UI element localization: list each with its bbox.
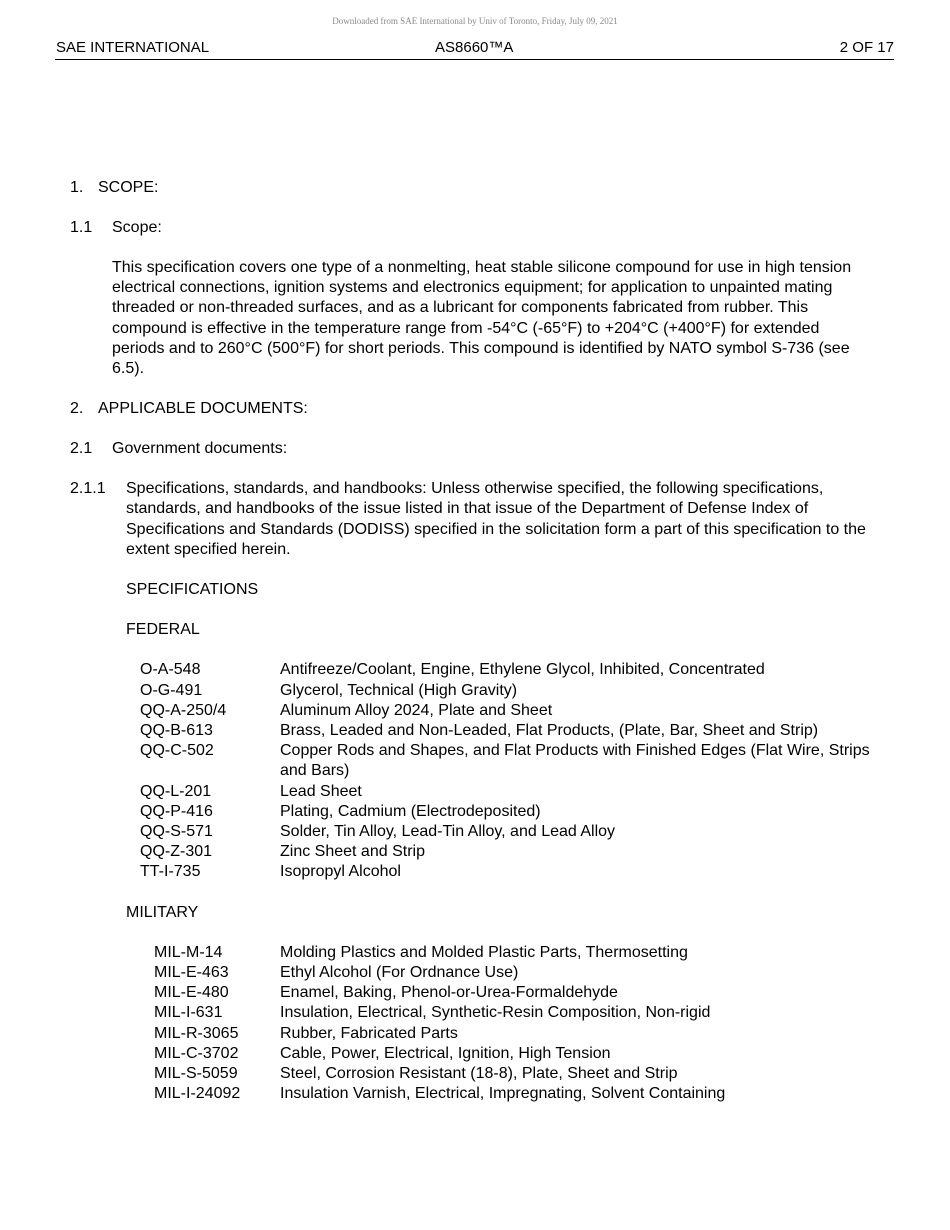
spec-code: QQ-S-571 xyxy=(140,823,213,841)
spec-list-row xyxy=(70,782,870,802)
spec-code: QQ-B-613 xyxy=(140,722,213,740)
spec-code: MIL-R-3065 xyxy=(154,1024,239,1042)
spec-description: Enamel, Baking, Phenol-or-Urea-Formaldehyde xyxy=(280,984,618,1002)
section-title: Scope: xyxy=(112,219,162,236)
spec-list-row xyxy=(70,1064,870,1084)
spec-code: QQ-A-250/4 xyxy=(140,701,227,719)
section-title: SCOPE: xyxy=(98,179,159,196)
spec-list-row xyxy=(70,1003,870,1023)
download-watermark: Downloaded from SAE International by Univ of Toronto, Friday, July 09, 2021 xyxy=(332,16,618,26)
scope-paragraph: This specification covers one type of a nonmelting, heat stable silicone compound for use in high tension electrical connections, ignition systems and electronics equipment; for application to unpainted mating threaded or non-threaded surfaces, and as a lubricant for components fabricated from rubber. This compound is effective in the temperature range from -54°C (-65°F) to +204°C (+400°F) for extended periods and to 260°C (500°F) for short periods. This compound is identified by NATO symbol S-736 (see 6.5). xyxy=(112,259,852,378)
spec-list-row xyxy=(70,943,870,963)
section-1-heading xyxy=(70,178,870,198)
spec-code: MIL-E-480 xyxy=(154,984,229,1002)
spec-list-row xyxy=(70,741,870,781)
section-title: APPLICABLE DOCUMENTS: xyxy=(98,400,308,418)
spec-description: Steel, Corrosion Resistant (18-8), Plate, Sheet and Strip xyxy=(280,1065,678,1083)
specifications-label: SPECIFICATIONS xyxy=(126,581,259,599)
spec-description: Glycerol, Technical (High Gravity) xyxy=(280,681,518,699)
spec-description: Brass, Leaded and Non-Leaded, Flat Products, (Plate, Bar, Sheet and Strip) xyxy=(280,722,819,740)
spec-description: Aluminum Alloy 2024, Plate and Sheet xyxy=(280,701,553,719)
spec-list-row xyxy=(70,660,870,680)
spec-description: Isopropyl Alcohol xyxy=(280,863,401,881)
spec-list-row xyxy=(70,862,870,882)
document-body xyxy=(70,178,870,1105)
spec-code: MIL-M-14 xyxy=(154,943,223,961)
spec-description: Lead Sheet xyxy=(280,782,362,800)
spec-description: Plating, Cadmium (Electrodeposited) xyxy=(280,802,541,820)
document-number: AS8660™A xyxy=(435,39,514,56)
spec-code: MIL-I-24092 xyxy=(154,1085,241,1103)
military-label: MILITARY xyxy=(126,903,199,921)
spec-code: MIL-C-3702 xyxy=(154,1044,239,1062)
spec-description: Ethyl Alcohol (For Ordnance Use) xyxy=(280,964,519,982)
spec-description: Molding Plastics and Molded Plastic Parts, Thermosetting xyxy=(280,943,688,961)
spec-code: TT-I-735 xyxy=(140,863,201,881)
federal-label: FEDERAL xyxy=(126,621,200,639)
spec-description: Insulation Varnish, Electrical, Impregnating, Solvent Containing xyxy=(280,1085,726,1103)
spec-list-row xyxy=(70,822,870,842)
section-2-1-1 xyxy=(70,479,870,560)
military-spec-list xyxy=(70,943,870,1105)
spec-list-row xyxy=(70,701,870,721)
spec-code: QQ-P-416 xyxy=(140,802,213,820)
spec-list-row xyxy=(70,963,870,983)
section-number: 2.1.1 xyxy=(70,480,106,498)
spec-list-row xyxy=(70,802,870,822)
spec-code: O-G-491 xyxy=(140,681,203,699)
section-1-1-heading xyxy=(70,218,870,238)
section-2-1-1-paragraph: Specifications, standards, and handbooks: Unless otherwise specified, the following specifications, standards, and handbooks of the issue listed in that issue of the Department of Defense Index of Specifications and Standards (DODISS) specified in the solicitation form a part of this specification to the extent specified herein. xyxy=(126,480,866,558)
spec-list-row xyxy=(70,1084,870,1104)
spec-list-row xyxy=(70,681,870,701)
spec-code: O-A-548 xyxy=(140,661,201,679)
section-number: 1. xyxy=(70,179,84,196)
spec-description: Cable, Power, Electrical, Ignition, High Tension xyxy=(280,1044,611,1062)
spec-code: QQ-Z-301 xyxy=(140,843,213,861)
spec-code: MIL-E-463 xyxy=(154,964,229,982)
spec-list-row xyxy=(70,721,870,741)
federal-spec-list xyxy=(70,660,870,882)
spec-code: QQ-C-502 xyxy=(140,742,214,760)
spec-description: Antifreeze/Coolant, Engine, Ethylene Glycol, Inhibited, Concentrated xyxy=(280,661,765,679)
spec-code: QQ-L-201 xyxy=(140,782,212,800)
spec-description: Rubber, Fabricated Parts xyxy=(280,1024,458,1042)
section-2-heading xyxy=(70,399,870,419)
section-number: 2.1 xyxy=(70,440,93,458)
spec-list-row xyxy=(70,1044,870,1064)
section-title: Government documents: xyxy=(112,440,288,458)
spec-list-row xyxy=(70,983,870,1003)
spec-list-row xyxy=(70,1024,870,1044)
spec-list-row xyxy=(70,842,870,862)
spec-description: Insulation, Electrical, Synthetic-Resin Composition, Non-rigid xyxy=(280,1004,711,1022)
spec-description: Solder, Tin Alloy, Lead-Tin Alloy, and Lead Alloy xyxy=(280,823,616,841)
section-number: 2. xyxy=(70,400,84,418)
spec-code: MIL-I-631 xyxy=(154,1004,223,1022)
spec-description: Copper Rods and Shapes, and Flat Products with Finished Edges (Flat Wire, Strips and Bars) xyxy=(280,742,870,780)
spec-description: Zinc Sheet and Strip xyxy=(280,843,425,861)
page-header xyxy=(55,38,894,60)
page-number: 2 OF 17 xyxy=(839,39,894,56)
section-2-1-heading xyxy=(70,439,870,459)
spec-code: MIL-S-5059 xyxy=(154,1065,238,1083)
publisher-name: SAE INTERNATIONAL xyxy=(56,39,210,56)
section-number: 1.1 xyxy=(70,219,93,236)
